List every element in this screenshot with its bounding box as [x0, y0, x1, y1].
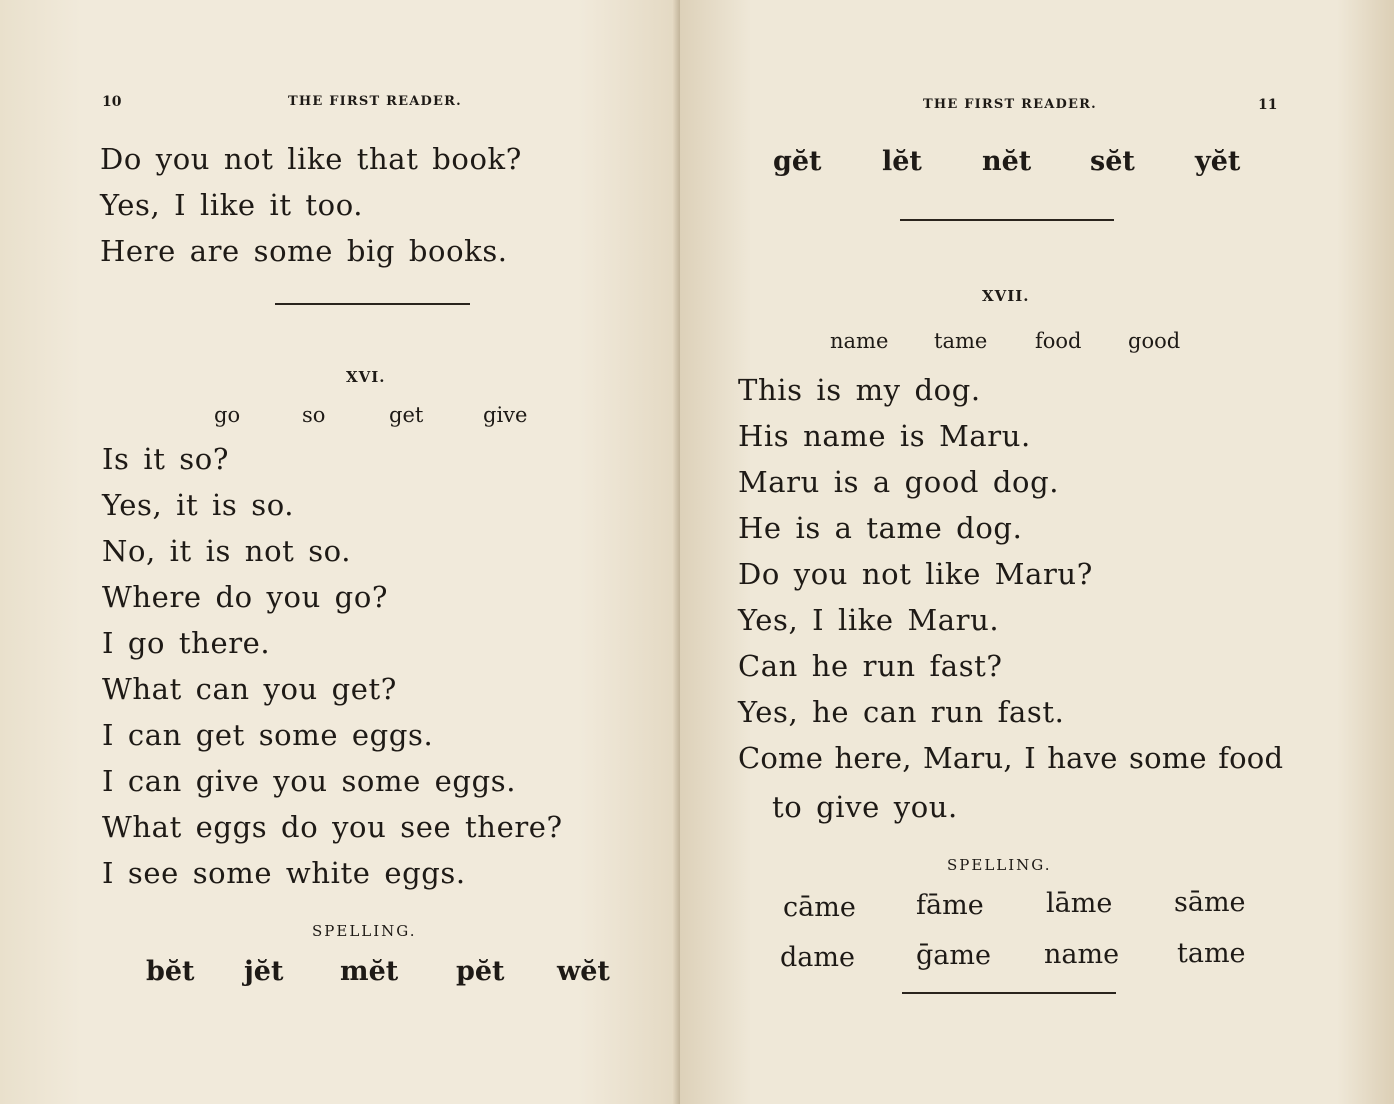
right-page	[680, 0, 1394, 1104]
lesson-numeral: XVI.	[346, 368, 386, 386]
spelling-word: dame	[780, 942, 855, 973]
vocab-word: good	[1128, 329, 1181, 353]
spelling-word: bĕt	[146, 956, 195, 987]
text-line: This is my dog.	[738, 373, 981, 407]
drill-word: gĕt	[773, 146, 822, 177]
vocab-word: so	[302, 403, 326, 427]
text-line: Yes, it is so.	[102, 488, 295, 522]
lesson-numeral: XVII.	[982, 287, 1030, 305]
spelling-word: tame	[1177, 938, 1246, 969]
drill-word: lĕt	[882, 146, 922, 177]
spelling-word: pĕt	[456, 956, 505, 987]
vocab-word: tame	[934, 329, 988, 353]
section-divider	[900, 219, 1114, 221]
section-divider	[275, 303, 470, 305]
spelling-heading: SPELLING.	[947, 856, 1052, 874]
spelling-word: sāme	[1174, 887, 1246, 918]
spelling-word: lāme	[1046, 888, 1113, 919]
spelling-word: jĕt	[244, 956, 284, 987]
vocab-word: get	[389, 403, 424, 427]
vocab-word: food	[1035, 329, 1082, 353]
section-divider	[902, 992, 1116, 994]
text-line: He is a tame dog.	[738, 511, 1023, 545]
spelling-word: fāme	[916, 890, 984, 921]
page-number: 11	[1258, 97, 1278, 113]
spelling-word: name	[1044, 939, 1120, 970]
text-line: Come here, Maru, I have some food	[738, 741, 1284, 775]
text-line: What can you get?	[102, 672, 397, 706]
drill-word: sĕt	[1090, 146, 1135, 177]
text-line: No, it is not so.	[102, 534, 352, 568]
text-line: Can he run fast?	[738, 649, 1003, 683]
vocab-word: name	[830, 329, 889, 353]
text-line: Where do you go?	[102, 580, 389, 614]
text-line: Yes, he can run fast.	[738, 695, 1065, 729]
text-line: What eggs do you see there?	[102, 810, 563, 844]
text-line: Do you not like Maru?	[738, 557, 1093, 591]
text-line: Is it so?	[102, 442, 229, 476]
text-line: Do you not like that book?	[100, 142, 522, 176]
vocab-word: go	[214, 403, 241, 427]
spelling-word: wĕt	[557, 956, 610, 987]
spelling-heading: SPELLING.	[312, 922, 417, 940]
drill-word: yĕt	[1195, 146, 1241, 177]
left-page	[0, 0, 680, 1104]
text-line: Yes, I like it too.	[100, 188, 364, 222]
vocab-word: give	[483, 403, 528, 427]
text-line: I can give you some eggs.	[102, 764, 517, 798]
text-line: I can get some eggs.	[102, 718, 434, 752]
running-head: THE FIRST READER.	[288, 94, 462, 109]
spelling-word: mĕt	[340, 956, 399, 987]
spelling-word: ḡame	[916, 940, 991, 971]
drill-word: nĕt	[982, 146, 1032, 177]
page-number: 10	[102, 94, 122, 110]
text-line: Here are some big books.	[100, 234, 508, 268]
text-line: Yes, I like Maru.	[738, 603, 1000, 637]
spelling-word: cāme	[783, 892, 856, 923]
running-head: THE FIRST READER.	[923, 97, 1097, 112]
text-line: His name is Maru.	[738, 419, 1031, 453]
text-line: I see some white eggs.	[102, 856, 466, 890]
text-line: to give you.	[772, 790, 958, 824]
text-line: Maru is a good dog.	[738, 465, 1060, 499]
text-line: I go there.	[102, 626, 271, 660]
